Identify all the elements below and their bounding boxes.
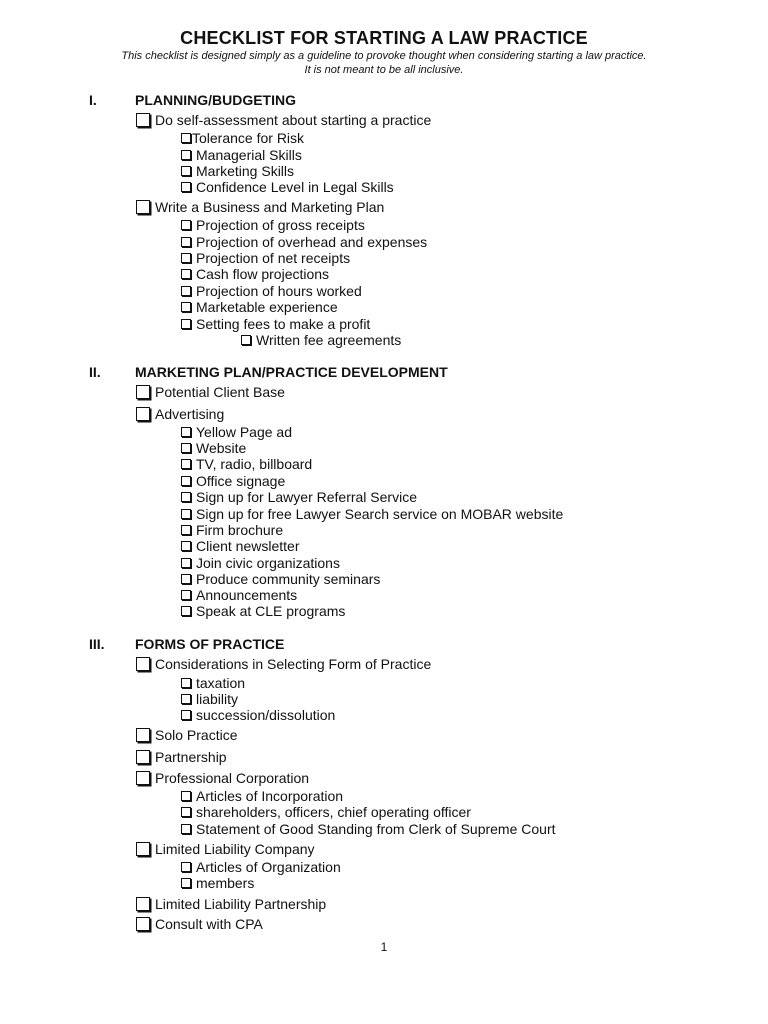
checkbox-icon[interactable]: [136, 917, 150, 931]
section-number: III.: [89, 636, 105, 652]
subitem-label: Marketable experience: [196, 299, 338, 315]
checklist-subitem[interactable]: [181, 424, 292, 440]
checklist-subitem[interactable]: [181, 587, 297, 603]
item-label: Considerations in Selecting Form of Practice: [155, 656, 432, 672]
subitem-label: Articles of Organization: [196, 859, 341, 875]
checkbox-icon[interactable]: [181, 220, 191, 230]
subitem-label: Website: [196, 440, 247, 456]
checkbox-icon[interactable]: [181, 694, 191, 704]
checklist-item[interactable]: [136, 841, 315, 857]
checklist-subitem[interactable]: [181, 163, 294, 179]
checkbox-icon[interactable]: [136, 897, 150, 911]
subitem-label: Projection of overhead and expenses: [196, 234, 428, 250]
checklist-subitem[interactable]: [181, 788, 343, 804]
subitem-label: Firm brochure: [196, 522, 284, 538]
section-title: FORMS OF PRACTICE: [135, 636, 285, 652]
checklist-subitem[interactable]: [181, 691, 238, 707]
checkbox-icon[interactable]: [181, 791, 191, 801]
checkbox-icon[interactable]: [181, 237, 191, 247]
subitem-label: Confidence Level in Legal Skills: [196, 179, 394, 195]
subitem-label: shareholders, officers, chief operating officer: [196, 804, 471, 820]
checkbox-icon[interactable]: [181, 269, 191, 279]
checklist-subitem[interactable]: [181, 804, 471, 820]
checkbox-icon[interactable]: [181, 710, 191, 720]
checkbox-icon[interactable]: [136, 750, 150, 764]
item-label: Solo Practice: [155, 727, 238, 743]
item-label: Professional Corporation: [155, 770, 310, 786]
checkbox-icon[interactable]: [136, 771, 150, 785]
checkbox-icon[interactable]: [181, 678, 191, 688]
checklist-subitem[interactable]: [181, 875, 254, 891]
checkbox-icon[interactable]: [181, 824, 191, 834]
subitem-label: Yellow Page ad: [196, 424, 293, 440]
checklist-subsubitem[interactable]: [241, 332, 401, 348]
subitem-label: Announcements: [196, 587, 298, 603]
subtitle-line-2: It is not meant to be all inclusive.: [304, 64, 464, 76]
checklist-subitem[interactable]: [181, 234, 427, 250]
checklist-item[interactable]: [136, 384, 285, 400]
checklist-item[interactable]: [136, 896, 326, 912]
checkbox-icon[interactable]: [181, 302, 191, 312]
checklist-item[interactable]: [136, 916, 263, 932]
item-label: Advertising: [155, 406, 225, 422]
checklist-item[interactable]: [136, 727, 237, 743]
checkbox-icon[interactable]: [181, 182, 191, 192]
checkbox-icon[interactable]: [136, 842, 150, 856]
subitem-label: members: [196, 875, 255, 891]
section-number: II.: [89, 364, 101, 380]
checklist-subitem[interactable]: [181, 179, 394, 195]
checklist-item[interactable]: [136, 199, 384, 215]
item-label: Potential Client Base: [155, 384, 285, 400]
subitem-label: Statement of Good Standing from Clerk of Supreme Court: [196, 821, 556, 837]
checkbox-icon[interactable]: [181, 590, 191, 600]
checklist-subitem[interactable]: [181, 473, 285, 489]
subitem-label: Projection of net receipts: [196, 250, 351, 266]
section-title: MARKETING PLAN/PRACTICE DEVELOPMENT: [135, 364, 448, 380]
page-number: 1: [380, 940, 388, 954]
checklist-item[interactable]: [136, 749, 227, 765]
checklist-item[interactable]: [136, 770, 309, 786]
checklist-subitem[interactable]: [181, 538, 300, 554]
subitem-label: Managerial Skills: [196, 147, 302, 163]
checkbox-icon[interactable]: [181, 427, 191, 437]
subitem-label: taxation: [196, 675, 246, 691]
checklist-subitem[interactable]: [181, 603, 345, 619]
checklist-subitem[interactable]: [181, 821, 556, 837]
subitem-label: Client newsletter: [196, 538, 300, 554]
section-title: PLANNING/BUDGETING: [135, 92, 296, 108]
checklist-subitem[interactable]: [181, 266, 329, 282]
checklist-item[interactable]: [136, 406, 224, 422]
checklist-subitem[interactable]: [181, 316, 370, 332]
checklist-subitem[interactable]: [181, 489, 417, 505]
checklist-subitem[interactable]: [181, 571, 380, 587]
checkbox-icon[interactable]: [181, 574, 191, 584]
item-label: Limited Liability Partnership: [155, 896, 327, 912]
checklist-item[interactable]: [136, 656, 431, 672]
subitem-label: Produce community seminars: [196, 571, 381, 587]
checklist-subitem[interactable]: [181, 555, 340, 571]
subitem-label: Speak at CLE programs: [196, 603, 346, 619]
checklist-item[interactable]: [136, 112, 431, 128]
checkbox-icon[interactable]: [181, 525, 191, 535]
section-number: I.: [89, 92, 97, 108]
subitem-label: Setting fees to make a profit: [196, 316, 371, 332]
subitem-label: Join civic organizations: [196, 555, 340, 571]
checkbox-icon[interactable]: [136, 728, 150, 742]
item-label: Do self-assessment about starting a practice: [155, 112, 432, 128]
subtitle-line-1: This checklist is designed simply as a guideline to provoke thought when considering starting a law practice.: [121, 50, 647, 62]
checkbox-icon[interactable]: [181, 541, 191, 551]
checklist-subitem[interactable]: [181, 456, 312, 472]
checkbox-icon[interactable]: [181, 558, 191, 568]
subitem-label: Sign up for Lawyer Referral Service: [196, 489, 417, 505]
subitem-label: Marketing Skills: [196, 163, 295, 179]
checkbox-icon[interactable]: [181, 862, 191, 872]
subitem-label: Articles of Incorporation: [196, 788, 344, 804]
subitem-label: succession/dissolution: [196, 707, 336, 723]
checkbox-icon[interactable]: [181, 166, 191, 176]
checklist-subitem[interactable]: [181, 440, 246, 456]
checkbox-icon[interactable]: [181, 133, 191, 143]
checkbox-icon[interactable]: [181, 878, 191, 888]
checklist-subitem[interactable]: [181, 283, 362, 299]
subitem-label: liability: [196, 691, 239, 707]
checklist-subitem[interactable]: [181, 250, 350, 266]
checkbox-icon[interactable]: [181, 319, 191, 329]
checkbox-icon[interactable]: [181, 459, 191, 469]
checkbox-icon[interactable]: [181, 492, 191, 502]
checkbox-icon[interactable]: [136, 657, 150, 671]
checklist-subitem[interactable]: [181, 675, 245, 691]
checklist-subitem[interactable]: [181, 299, 338, 315]
checkbox-icon[interactable]: [181, 253, 191, 263]
checklist-subitem[interactable]: [181, 130, 304, 146]
subitem-label: Projection of gross receipts: [196, 217, 365, 233]
checkbox-icon[interactable]: [241, 335, 251, 345]
checkbox-icon[interactable]: [181, 286, 191, 296]
subitem-label: Sign up for free Lawyer Search service on MOBAR website: [196, 506, 564, 522]
subitem-label: Cash flow projections: [196, 266, 330, 282]
document-title: CHECKLIST FOR STARTING A LAW PRACTICE: [180, 28, 588, 48]
subitem-label: Projection of hours worked: [196, 283, 362, 299]
checkbox-icon[interactable]: [181, 606, 191, 616]
subsubitem-label: Written fee agreements: [256, 332, 402, 348]
checkbox-icon[interactable]: [181, 509, 191, 519]
subitem-label: Tolerance for Risk: [192, 130, 305, 146]
checklist-subitem[interactable]: [181, 707, 335, 723]
subitem-label: Office signage: [196, 473, 286, 489]
item-label: Limited Liability Company: [155, 841, 315, 857]
checklist-subitem[interactable]: [181, 506, 563, 522]
item-label: Partnership: [155, 749, 227, 765]
checkbox-icon[interactable]: [181, 807, 191, 817]
checkbox-icon[interactable]: [181, 476, 191, 486]
item-label: Consult with CPA: [155, 916, 263, 932]
checkbox-icon[interactable]: [136, 385, 150, 399]
checklist-subitem[interactable]: [181, 147, 302, 163]
checkbox-icon[interactable]: [136, 200, 150, 214]
checkbox-icon[interactable]: [136, 113, 150, 127]
checklist-subitem[interactable]: [181, 217, 365, 233]
subitem-label: TV, radio, billboard: [196, 456, 313, 472]
checkbox-icon[interactable]: [136, 407, 150, 421]
checkbox-icon[interactable]: [181, 150, 191, 160]
checklist-subitem[interactable]: [181, 859, 341, 875]
checkbox-icon[interactable]: [181, 443, 191, 453]
item-label: Write a Business and Marketing Plan: [155, 199, 385, 215]
checklist-subitem[interactable]: [181, 522, 283, 538]
